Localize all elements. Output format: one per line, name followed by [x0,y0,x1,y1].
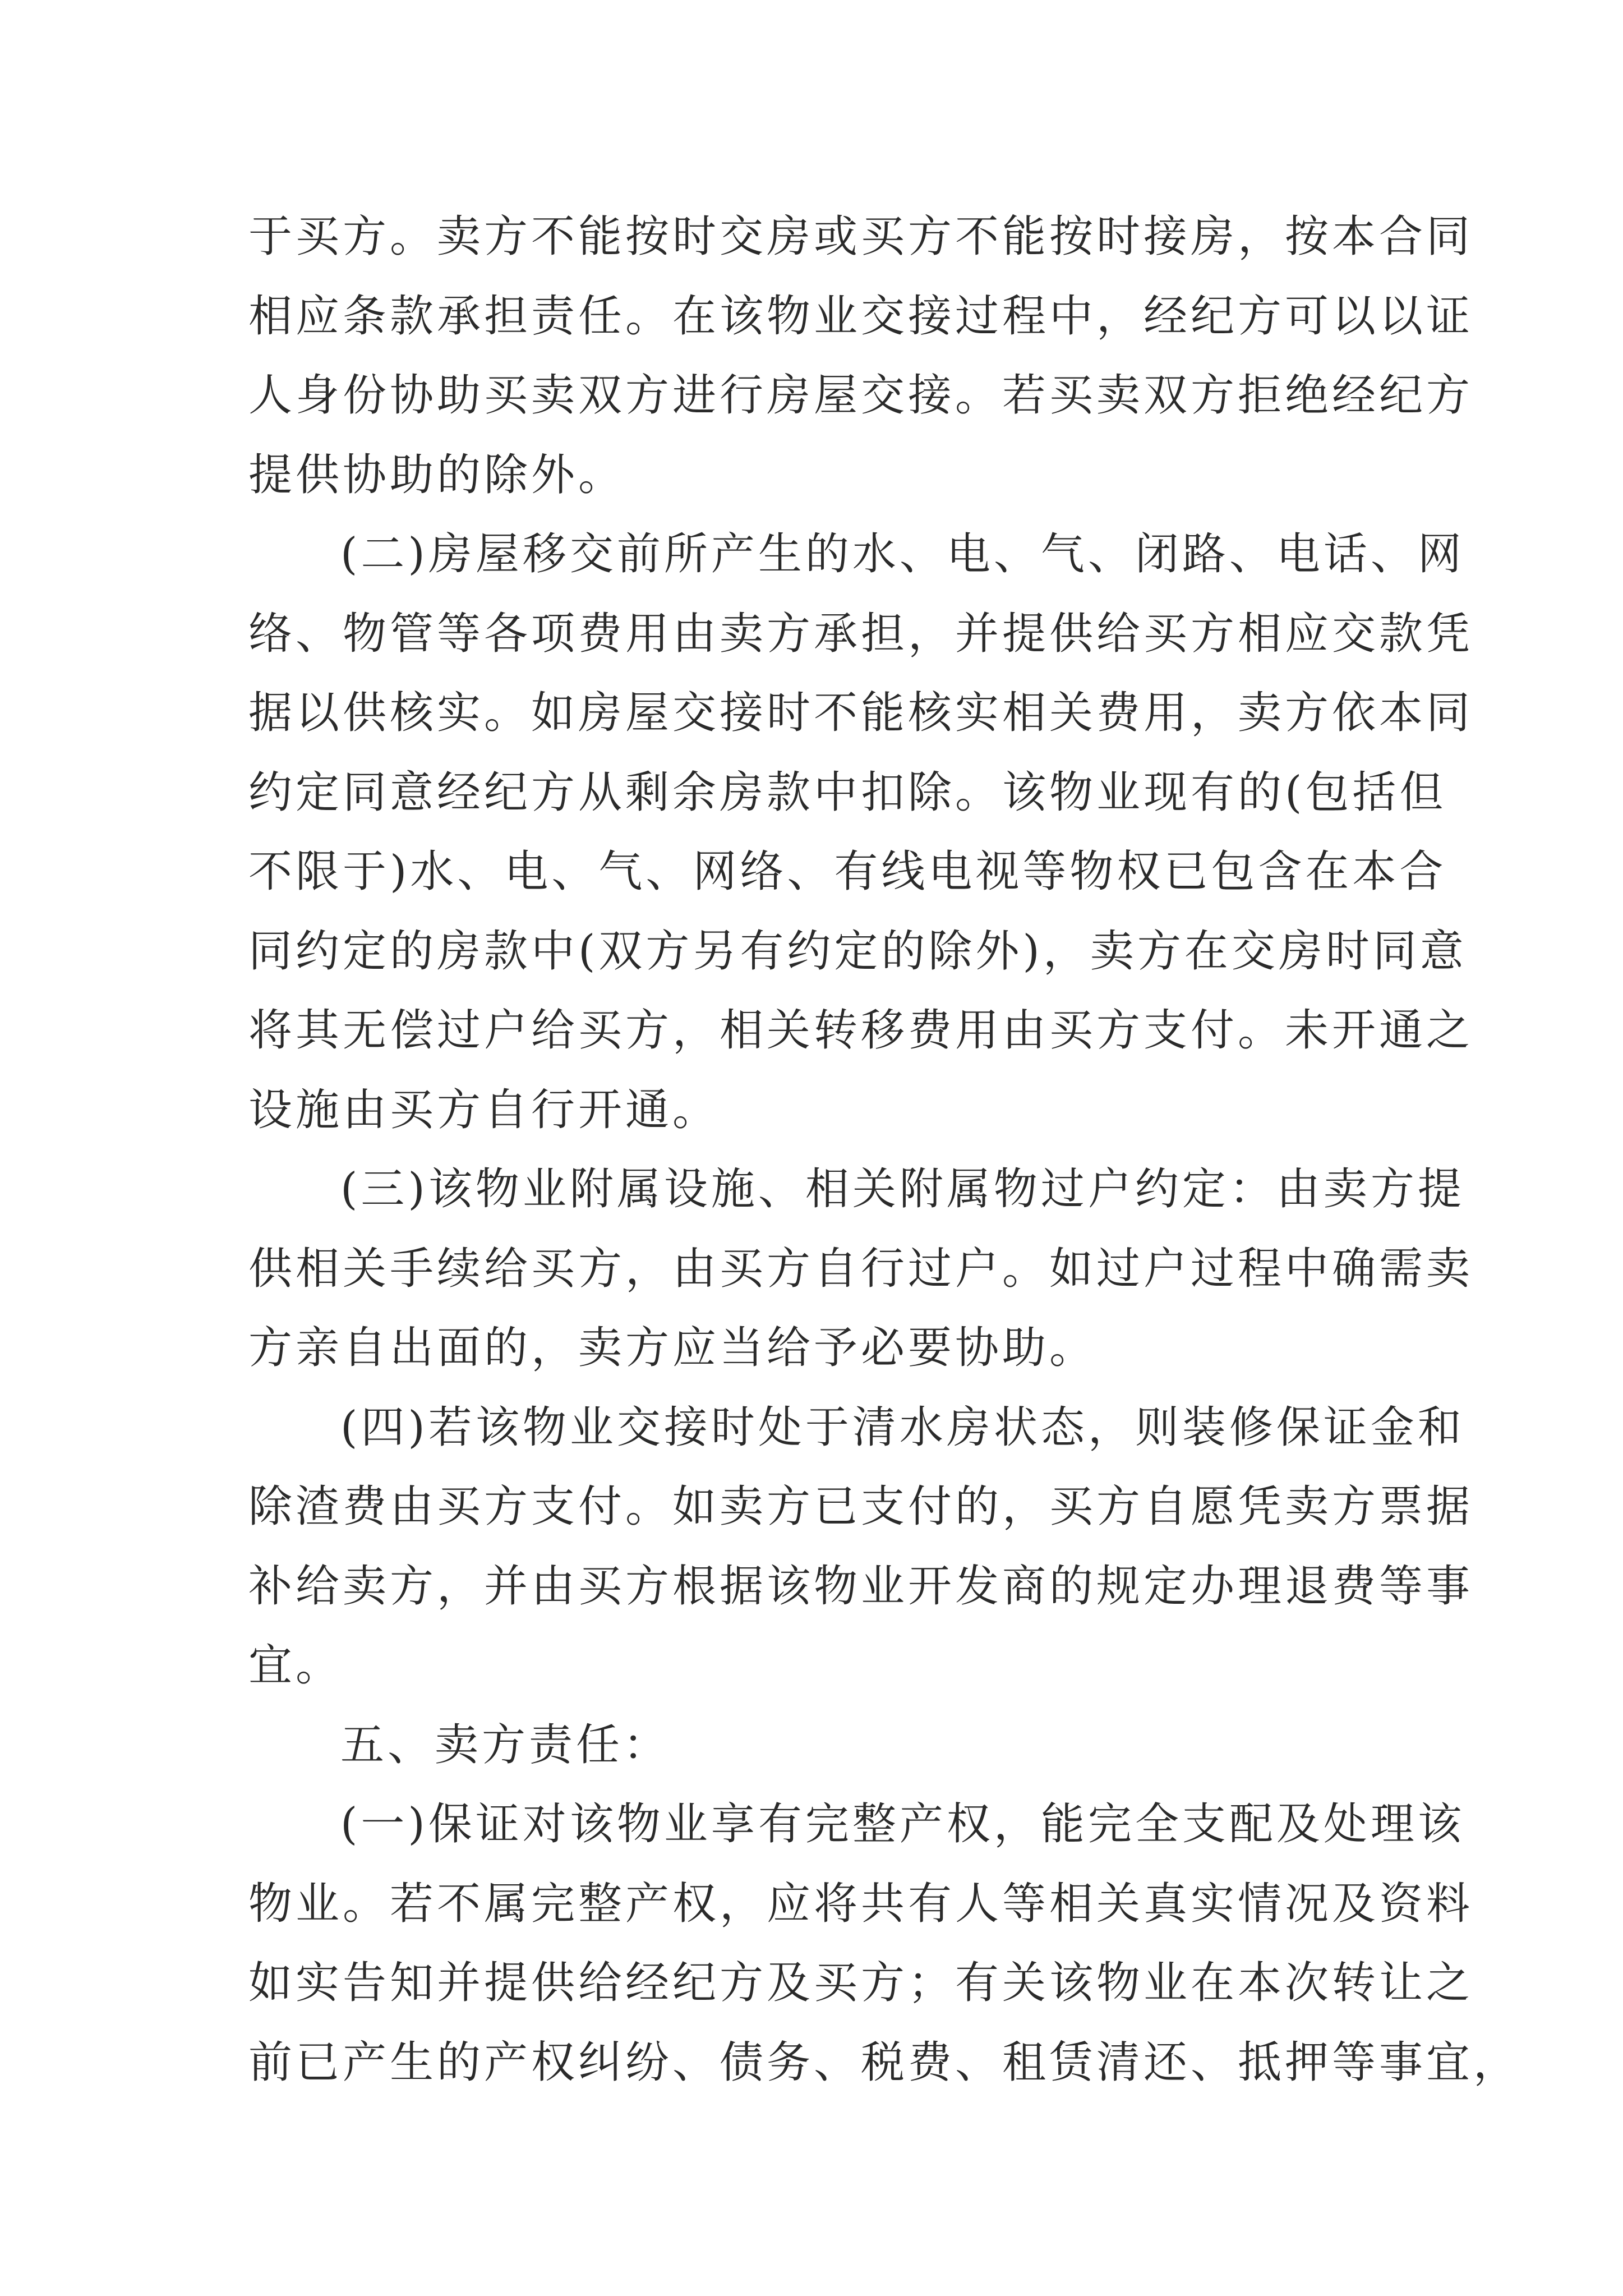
paragraph-start-line: (二)房屋移交前所产生的水、电、气、闭路、电话、网 [340,529,1465,579]
text-line: 于买方。卖方不能按时交房或买方不能按时接房，按本合同 [248,211,1474,262]
text-line: 将其无偿过户给买方，相关转移费用由买方支付。未开通之 [248,1005,1474,1056]
text-line: 物业。若不属完整产权，应将共有人等相关真实情况及资料 [248,1878,1474,1929]
text-line: 除渣费由买方支付。如卖方已支付的，买方自愿凭卖方票据 [248,1481,1474,1532]
text-line: 前已产生的产权纠纷、债务、税费、租赁清还、抵押等事宜， [248,2037,1521,2088]
text-line: 人身份协助买卖双方进行房屋交接。若买卖双方拒绝经纪方 [248,370,1474,421]
paragraph-start-line: (一)保证对该物业享有完整产权，能完全支配及处理该 [340,1799,1465,1849]
text-line: 供相关手续给买方，由买方自行过户。如过户过程中确需卖 [248,1243,1474,1294]
paragraph-start-line: (四)若该物业交接时处于清水房状态，则装修保证金和 [340,1402,1465,1453]
text-line: 如实告知并提供给经纪方及买方；有关该物业在本次转让之 [248,1958,1474,2008]
text-line: 相应条款承担责任。在该物业交接过程中，经纪方可以以证 [248,291,1474,342]
paragraph-start-line: (三)该物业附属设施、相关附属物过户约定：由卖方提 [340,1164,1465,1214]
text-line: 宜。 [248,1640,343,1691]
text-line: 方亲自出面的，卖方应当给予必要协助。 [248,1323,1097,1373]
section-heading: 五、卖方责任： [340,1719,671,1770]
text-line: 约定同意经纪方从剩余房款中扣除。该物业现有的(包括但 [248,767,1447,818]
text-line: 络、物管等各项费用由卖方承担，并提供给买方相应交款凭 [248,608,1474,659]
text-line: 提供协助的除外。 [248,449,626,500]
text-line: 同约定的房款中(双方另有约定的除外)，卖方在交房时同意 [248,926,1467,977]
text-line: 补给卖方，并由买方根据该物业开发商的规定办理退费等事 [248,1561,1474,1612]
text-line: 据以供核实。如房屋交接时不能核实相关费用，卖方依本同 [248,688,1474,738]
text-line: 设施由买方自行开通。 [248,1084,720,1135]
contract-body-text [248,197,1521,2102]
text-line: 不限于)水、电、气、网络、有线电视等物权已包含在本合 [248,846,1447,897]
